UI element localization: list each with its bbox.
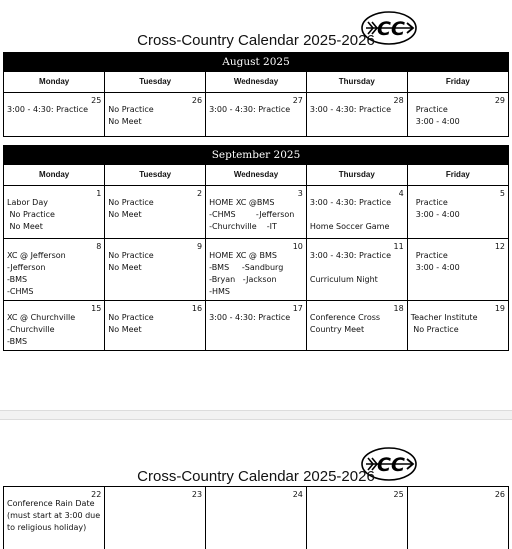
header-monday: Monday [4, 72, 105, 92]
day-number: 25 [91, 95, 102, 105]
calendar-table-september [4, 165, 508, 350]
calendar-page-2 [0, 420, 512, 548]
day-events: No Practice No Meet [108, 312, 154, 334]
day-events: Practice 3:00 - 4:00 [415, 197, 460, 219]
day-events: Labor Day No Practice No Meet [7, 197, 55, 231]
day-cell [306, 92, 407, 136]
month-banner: August 2025 [4, 53, 508, 72]
day-cell [206, 185, 307, 238]
week-row [4, 238, 508, 300]
day-cell [407, 185, 508, 238]
day-cell [407, 238, 508, 300]
page-title: Cross-Country Calendar 2025-2026 [137, 32, 375, 49]
day-events: No Practice No Meet [108, 250, 154, 272]
day-number: 19 [494, 303, 505, 313]
day-number: 22 [91, 490, 102, 499]
day-cell [407, 487, 508, 549]
day-events: 3:00 - 4:30: Practice [309, 104, 391, 114]
day-number: 18 [393, 303, 404, 313]
day-cell [206, 92, 307, 136]
day-number: 23 [191, 490, 203, 499]
day-events: Practice 3:00 - 4:00 [415, 250, 460, 272]
day-cell [206, 487, 307, 549]
header-friday: Friday [407, 72, 508, 92]
month-august [3, 52, 509, 137]
day-events: Teacher Institute No Practice [410, 312, 478, 334]
calendar-table-continued [4, 487, 508, 549]
day-number: 10 [292, 241, 303, 251]
day-events: 3:00 - 4:30: Practice [209, 104, 291, 114]
header-wednesday: Wednesday [206, 165, 307, 185]
day-cell [306, 238, 407, 300]
day-number: 15 [91, 303, 102, 313]
month-september [3, 145, 509, 351]
logo-letters: CC [377, 454, 405, 476]
day-number: 26 [191, 95, 203, 105]
day-number: 4 [398, 188, 404, 198]
page-separator [0, 410, 512, 420]
day-number: 11 [393, 241, 404, 251]
day-cell [407, 92, 508, 136]
day-events: No Practice No Meet [108, 104, 154, 126]
day-events: 3:00 - 4:30: Practice [209, 312, 291, 322]
day-cell [105, 185, 206, 238]
week-row [4, 487, 508, 549]
day-cell [4, 487, 105, 549]
day-number: 1 [96, 188, 102, 198]
header-wednesday: Wednesday [206, 72, 307, 92]
day-cell [105, 487, 206, 549]
day-number: 8 [96, 241, 102, 251]
header-monday: Monday [4, 165, 105, 185]
day-cell [4, 238, 105, 300]
header-thursday: Thursday [306, 165, 407, 185]
week-row [4, 185, 508, 238]
day-events: 3:00 - 4:30: Practice Home Soccer Game [309, 197, 391, 231]
day-number: 29 [494, 95, 505, 105]
day-number: 26 [494, 490, 505, 499]
day-cell [306, 185, 407, 238]
day-number: 17 [292, 303, 303, 313]
day-events: 3:00 - 4:30: Practice Curriculum Night [309, 250, 391, 284]
day-cell [4, 92, 105, 136]
day-cell [4, 185, 105, 238]
day-number: 24 [292, 490, 303, 499]
day-number: 28 [393, 95, 404, 105]
day-number: 27 [292, 95, 303, 105]
day-number: 9 [197, 241, 203, 251]
day-cell [105, 238, 206, 300]
logo-letters: CC [377, 18, 405, 40]
header-tuesday: Tuesday [105, 72, 206, 92]
calendar-continuation [3, 486, 509, 549]
day-number: 5 [499, 188, 505, 198]
day-cell [306, 487, 407, 549]
day-cell [105, 92, 206, 136]
day-cell [206, 238, 307, 300]
calendar-table-august [4, 72, 508, 136]
day-number: 2 [197, 188, 203, 198]
day-number: 12 [494, 241, 505, 251]
header-friday: Friday [407, 165, 508, 185]
day-cell [4, 300, 105, 350]
day-events: 3:00 - 4:30: Practice [7, 104, 89, 114]
day-events: Conference Cross Country Meet [309, 312, 381, 334]
day-events: Practice 3:00 - 4:00 [415, 104, 460, 126]
day-events: XC @ Churchville -Churchville -BMS [7, 312, 76, 346]
week-row [4, 92, 508, 136]
page-title: Cross-Country Calendar 2025-2026 [137, 468, 375, 485]
day-number: 16 [191, 303, 203, 313]
header-tuesday: Tuesday [105, 165, 206, 185]
day-cell [407, 300, 508, 350]
day-events: HOME XC @ BMS -BMS -Sandburg -Bryan -Jackson -HMS [209, 250, 284, 296]
day-events: No Practice No Meet [108, 197, 154, 219]
week-row [4, 300, 508, 350]
day-number: 25 [393, 490, 404, 499]
day-events: Conference Rain Date (must start at 3:00 due to religious holiday) [7, 499, 101, 532]
day-events: XC @ Jefferson -Jefferson -BMS -CHMS [7, 250, 66, 296]
header-thursday: Thursday [306, 72, 407, 92]
day-events: HOME XC @BMS -CHMS -Jefferson -Churchville -IT [209, 197, 295, 231]
month-banner: September 2025 [4, 146, 508, 165]
day-cell [306, 300, 407, 350]
day-cell [105, 300, 206, 350]
day-number: 3 [297, 188, 303, 198]
day-cell [206, 300, 307, 350]
